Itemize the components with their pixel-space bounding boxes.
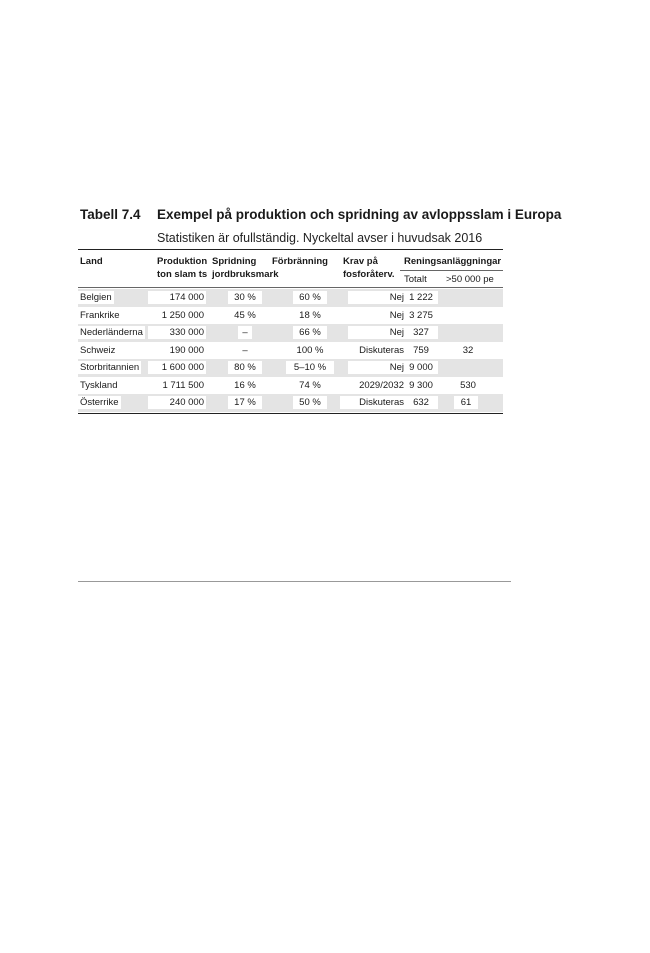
cell-land: Nederländerna bbox=[80, 327, 143, 338]
cell-spridning: – bbox=[238, 326, 252, 339]
cell-land: Belgien bbox=[80, 292, 112, 303]
cell-krav: Diskuteras bbox=[359, 344, 404, 356]
cell-pe: 32 bbox=[462, 344, 474, 356]
table-label: Tabell 7.4 bbox=[80, 207, 141, 222]
cell-pe bbox=[448, 291, 488, 304]
cell-produktion: 1 711 500 bbox=[162, 379, 204, 391]
table-top-rule bbox=[78, 249, 503, 250]
cell-forbranning: 66 % bbox=[293, 326, 327, 339]
table-subtitle: Statistiken är ofullständig. Nyckeltal avser i huvudsak 2016 bbox=[157, 231, 483, 245]
header-produktion: Produktion bbox=[157, 256, 208, 267]
header-spridning-unit: jordbruksmark bbox=[212, 269, 279, 280]
cell-pe: 530 bbox=[460, 379, 476, 391]
cell-totalt: 9 000 bbox=[404, 361, 438, 374]
cell-forbranning: 100 % bbox=[296, 344, 324, 356]
cell-spridning: 17 % bbox=[228, 396, 262, 409]
cell-forbranning: 74 % bbox=[299, 379, 321, 391]
cell-land: Schweiz bbox=[80, 344, 116, 356]
header-pe: >50 000 pe bbox=[446, 274, 494, 285]
table-title: Exempel på produktion och spridning av avloppsslam i Europa bbox=[157, 207, 562, 222]
cell-krav: 2029/2032 bbox=[359, 379, 404, 391]
cell-krav: Nej bbox=[389, 309, 404, 321]
table-row bbox=[78, 307, 503, 325]
table-header-rule bbox=[78, 287, 503, 288]
table-caption bbox=[80, 207, 562, 222]
cell-land: Österrike bbox=[80, 397, 119, 408]
table-bottom-rule bbox=[78, 413, 503, 414]
header-forbranning: Förbränning bbox=[272, 256, 328, 267]
footnote-separator bbox=[78, 581, 511, 582]
cell-land: Storbritannien bbox=[80, 362, 140, 373]
header-produktion-unit: ton slam ts bbox=[157, 269, 208, 280]
table-row bbox=[78, 377, 503, 395]
header-totalt: Totalt bbox=[404, 274, 427, 285]
cell-pe: 61 bbox=[454, 396, 478, 409]
header-reningsanlaggningar-rule bbox=[400, 270, 503, 271]
cell-land: Tyskland bbox=[80, 379, 118, 391]
cell-spridning: 45 % bbox=[234, 309, 256, 321]
cell-totalt: 3 275 bbox=[409, 309, 433, 321]
table-row bbox=[78, 394, 503, 412]
table-row bbox=[78, 359, 503, 377]
cell-forbranning: 18 % bbox=[299, 309, 321, 321]
cell-pe bbox=[448, 326, 488, 339]
cell-produktion: 190 000 bbox=[169, 344, 204, 356]
cell-produktion: 1 250 000 bbox=[161, 309, 204, 321]
cell-totalt: 1 222 bbox=[404, 291, 438, 304]
header-land: Land bbox=[80, 256, 103, 267]
cell-krav: Nej bbox=[348, 361, 406, 374]
header-krav-unit: fosforåterv. bbox=[343, 269, 395, 280]
header-reningsanlaggningar: Reningsanläggningar bbox=[404, 256, 502, 267]
cell-produktion: 330 000 bbox=[148, 326, 206, 339]
cell-totalt: 759 bbox=[413, 344, 429, 356]
cell-produktion: 240 000 bbox=[148, 396, 206, 409]
cell-pe bbox=[448, 309, 488, 322]
cell-totalt: 632 bbox=[404, 396, 438, 409]
cell-produktion: 174 000 bbox=[148, 291, 206, 304]
cell-forbranning: 60 % bbox=[293, 291, 327, 304]
header-spridning: Spridning bbox=[212, 256, 257, 267]
cell-forbranning: 50 % bbox=[293, 396, 327, 409]
cell-totalt: 9 300 bbox=[409, 379, 433, 391]
cell-spridning: 30 % bbox=[228, 291, 262, 304]
table-row bbox=[78, 289, 503, 307]
cell-produktion: 1 600 000 bbox=[148, 361, 206, 374]
table-row bbox=[78, 324, 503, 342]
header-krav: Krav på bbox=[343, 256, 378, 267]
cell-spridning: – bbox=[242, 344, 248, 356]
cell-land: Frankrike bbox=[80, 309, 120, 321]
cell-totalt: 327 bbox=[404, 326, 438, 339]
cell-spridning: 16 % bbox=[234, 379, 256, 391]
cell-pe bbox=[448, 361, 488, 374]
cell-forbranning: 5–10 % bbox=[286, 361, 334, 374]
cell-krav: Nej bbox=[348, 326, 406, 339]
table-row bbox=[78, 342, 503, 360]
cell-krav: Diskuteras bbox=[340, 396, 406, 409]
cell-krav: Nej bbox=[348, 291, 406, 304]
cell-spridning: 80 % bbox=[228, 361, 262, 374]
